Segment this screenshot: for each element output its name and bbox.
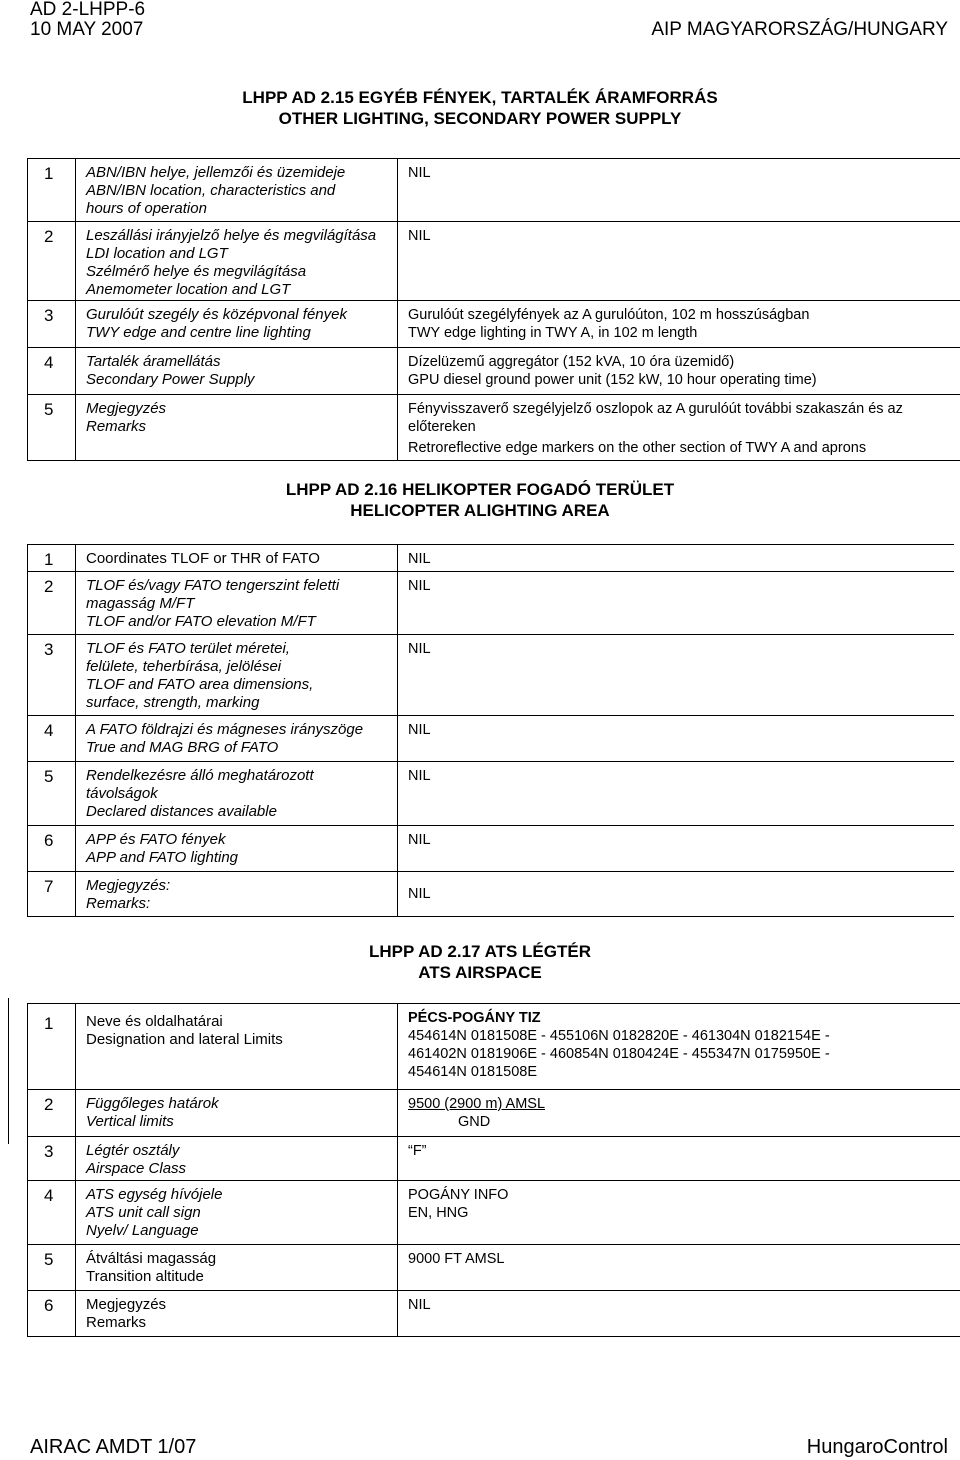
value-line: 461402N 0181906E - 460854N 0180424E - 455347N 0175950E -	[408, 1046, 830, 1062]
row-description	[76, 762, 398, 825]
value-line: 454614N 0181508E	[408, 1064, 538, 1080]
desc-line: Airspace Class	[86, 1160, 187, 1177]
desc-line: Transition altitude	[86, 1268, 204, 1285]
desc-line: Vertical limits	[86, 1113, 174, 1130]
table-row	[28, 1181, 960, 1245]
value-line: GND	[458, 1114, 491, 1130]
desc-line: magasság M/FT	[86, 595, 195, 612]
row-description	[76, 572, 398, 634]
desc-line: távolságok	[86, 785, 158, 802]
table-row	[28, 1004, 960, 1090]
table-row	[28, 301, 960, 348]
desc-line: Anemometer location and LGT	[86, 281, 291, 298]
value-line: NIL	[408, 722, 431, 738]
row-number: 1	[28, 545, 76, 571]
row-description	[76, 635, 398, 715]
table-row	[28, 635, 954, 716]
table-row	[28, 762, 954, 826]
row-description	[76, 545, 398, 571]
desc-line: ATS egység hívójele	[86, 1186, 223, 1203]
row-value	[398, 348, 960, 394]
value-line: előtereken	[408, 419, 476, 435]
table-row	[28, 1090, 960, 1137]
desc-line: Gurulóút szegély és középvonal fények	[86, 306, 347, 323]
row-number: 2	[28, 1090, 76, 1136]
desc-line: hours of operation	[86, 200, 207, 217]
row-number: 1	[28, 1004, 76, 1089]
row-value	[398, 301, 960, 347]
row-number: 1	[28, 159, 76, 221]
doc-date: 10 MAY 2007	[30, 19, 144, 40]
table-row	[28, 1137, 960, 1181]
section-17-title	[0, 941, 960, 983]
section-15-table	[27, 158, 960, 461]
row-number: 6	[28, 826, 76, 871]
value-line: EN, HNG	[408, 1205, 469, 1221]
row-number: 4	[28, 716, 76, 761]
value-line: NIL	[408, 832, 431, 848]
row-value	[398, 572, 954, 634]
row-description	[76, 222, 398, 300]
desc-line: APP és FATO fények	[86, 831, 226, 848]
section-15-title-en: OTHER LIGHTING, SECONDARY POWER SUPPLY	[278, 109, 682, 128]
desc-line: Remarks	[86, 1314, 147, 1331]
section-15-title	[0, 87, 960, 129]
row-description	[76, 159, 398, 221]
desc-line: TLOF and/or FATO elevation M/FT	[86, 613, 316, 630]
table-row	[28, 1291, 960, 1337]
desc-line: Átváltási magasság	[86, 1250, 217, 1267]
row-number: 7	[28, 872, 76, 916]
row-number: 2	[28, 572, 76, 634]
value-line: PÉCS-POGÁNY TIZ	[408, 1010, 541, 1026]
row-description	[76, 301, 398, 347]
section-17-table	[27, 1003, 960, 1337]
desc-line: APP and FATO lighting	[86, 849, 239, 866]
row-number: 3	[28, 301, 76, 347]
desc-line: Designation and lateral Limits	[86, 1031, 283, 1048]
footer-amendment: AIRAC AMDT 1/07	[30, 1436, 197, 1458]
value-line: 454614N 0181508E - 455106N 0182820E - 461304N 0182154E -	[408, 1028, 830, 1044]
value-line: POGÁNY INFO	[408, 1187, 509, 1203]
desc-line: True and MAG BRG of FATO	[86, 739, 279, 756]
desc-line: TLOF and FATO area dimensions,	[86, 676, 314, 693]
value-line: Retroreflective edge markers on the other section of TWY A and aprons	[408, 440, 867, 456]
desc-line: Remarks	[86, 418, 147, 435]
row-value	[398, 872, 954, 916]
value-line: NIL	[408, 165, 431, 181]
row-number: 4	[28, 348, 76, 394]
table-row	[28, 826, 954, 872]
row-value	[398, 222, 960, 300]
section-17-title-en: ATS AIRSPACE	[418, 963, 542, 982]
row-description	[76, 1181, 398, 1244]
value-line: NIL	[408, 578, 431, 594]
value-line: NIL	[408, 551, 431, 567]
doc-id: AD 2-LHPP-6	[30, 0, 146, 20]
value-line: NIL	[408, 641, 431, 657]
row-description	[76, 1090, 398, 1136]
row-description	[76, 716, 398, 761]
desc-line: TWY edge and centre line lighting	[86, 324, 311, 341]
row-number: 5	[28, 762, 76, 825]
desc-line: Szélmérő helye és megvilágítása	[86, 263, 307, 280]
section-15-title-hu: LHPP AD 2.15 EGYÉB FÉNYEK, TARTALÉK ÁRAMFORRÁS	[242, 88, 718, 107]
desc-line: Tartalék áramellátás	[86, 353, 221, 370]
row-description	[76, 1137, 398, 1180]
row-number: 5	[28, 395, 76, 460]
row-description	[76, 826, 398, 871]
desc-line: TLOF és FATO terület méretei,	[86, 640, 290, 657]
value-line: Gurulóút szegélyfények az A gurulóúton, 102 m hosszúságban	[408, 307, 810, 323]
table-row	[28, 348, 960, 395]
section-16-title-hu: LHPP AD 2.16 HELIKOPTER FOGADÓ TERÜLET	[285, 480, 675, 499]
desc-line: ABN/IBN helye, jellemzői és üzemideje	[86, 164, 346, 181]
row-number: 3	[28, 635, 76, 715]
desc-line: Függőleges határok	[86, 1095, 219, 1112]
table-row	[28, 572, 954, 635]
value-line: 9000 FT AMSL	[408, 1251, 505, 1267]
table-row	[28, 1245, 960, 1291]
change-bar	[8, 998, 9, 1144]
desc-line: ATS unit call sign	[86, 1204, 201, 1221]
desc-line: felülete, teherbírása, jelölései	[86, 658, 282, 675]
value-line: NIL	[408, 1297, 431, 1313]
desc-line: Rendelkezésre álló meghatározott	[86, 767, 314, 784]
desc-line: Megjegyzés	[86, 1296, 167, 1313]
desc-line: TLOF és/vagy FATO tengerszint feletti	[86, 577, 340, 594]
table-row	[28, 545, 954, 572]
row-description	[76, 348, 398, 394]
value-line: “F”	[408, 1143, 427, 1159]
row-value	[398, 1245, 960, 1290]
row-value	[398, 1004, 960, 1089]
desc-line: Nyelv/ Language	[86, 1222, 199, 1239]
row-number: 5	[28, 1245, 76, 1290]
row-value	[398, 1181, 960, 1244]
row-value	[398, 545, 954, 571]
desc-line: Remarks:	[86, 895, 151, 912]
desc-line: ABN/IBN location, characteristics and	[86, 182, 336, 199]
row-value	[398, 395, 960, 460]
desc-line: Coordinates TLOF or THR of FATO	[86, 550, 320, 567]
desc-line: Declared distances available	[86, 803, 277, 820]
value-line: NIL	[408, 228, 431, 244]
table-row	[28, 716, 954, 762]
value-line: Fényvisszaverő szegélyjelző oszlopok az A gurulóút további szakaszán és az	[408, 401, 903, 417]
row-value	[398, 762, 954, 825]
value-line: TWY edge lighting in TWY A, in 102 m length	[408, 325, 698, 341]
row-value	[398, 635, 954, 715]
footer-publisher: HungaroControl	[806, 1436, 948, 1458]
desc-line: Secondary Power Supply	[86, 371, 255, 388]
row-description	[76, 1004, 398, 1089]
desc-line: Megjegyzés:	[86, 877, 171, 894]
row-value	[398, 159, 960, 221]
value-line: 9500 (2900 m) AMSL	[408, 1096, 546, 1112]
row-number: 6	[28, 1291, 76, 1336]
desc-line: Megjegyzés	[86, 400, 167, 417]
row-description	[76, 1245, 398, 1290]
desc-line: Leszállási irányjelző helye és megvilágítása	[86, 227, 377, 244]
section-16-table	[27, 544, 954, 917]
publication-title: AIP MAGYARORSZÁG/HUNGARY	[651, 19, 948, 40]
row-description	[76, 1291, 398, 1336]
value-line: GPU diesel ground power unit (152 kW, 10 hour operating time)	[408, 372, 817, 388]
row-number: 3	[28, 1137, 76, 1180]
desc-line: Neve és oldalhatárai	[86, 1013, 223, 1030]
section-17-title-hu: LHPP AD 2.17 ATS LÉGTÉR	[369, 942, 591, 961]
value-line: NIL	[408, 886, 431, 902]
desc-line: LDI location and LGT	[86, 245, 228, 262]
row-value	[398, 716, 954, 761]
section-16-title-en: HELICOPTER ALIGHTING AREA	[350, 501, 610, 520]
desc-line: A FATO földrajzi és mágneses irányszöge	[86, 721, 364, 738]
row-description	[76, 872, 398, 916]
table-row	[28, 395, 960, 461]
row-number: 4	[28, 1181, 76, 1244]
section-16-title	[0, 479, 960, 521]
row-value	[398, 1291, 960, 1336]
value-line: Dízelüzemű aggregátor (152 kVA, 10 óra üzemidő)	[408, 354, 735, 370]
table-row	[28, 872, 954, 917]
row-value	[398, 1090, 960, 1136]
desc-line: Légtér osztály	[86, 1142, 180, 1159]
table-row	[28, 159, 960, 222]
row-value	[398, 1137, 960, 1180]
table-row	[28, 222, 960, 301]
desc-line: surface, strength, marking	[86, 694, 260, 711]
row-value	[398, 826, 954, 871]
row-description	[76, 395, 398, 460]
row-number: 2	[28, 222, 76, 300]
value-line: NIL	[408, 768, 431, 784]
